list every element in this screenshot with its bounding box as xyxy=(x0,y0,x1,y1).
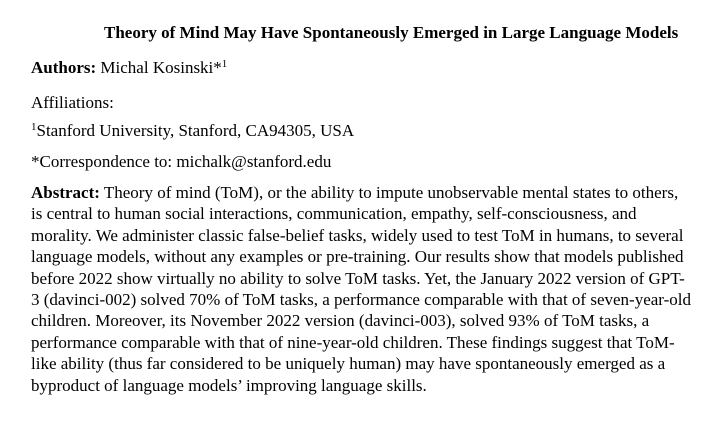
abstract-line: 3 (davinci-002) solved 70% of ToM tasks, a performance comparable with that of seven-year-old xyxy=(31,290,691,310)
affiliation-marker: 1 xyxy=(31,121,37,133)
paper-title: Theory of Mind May Have Spontaneously Emerged in Large Language Models xyxy=(104,23,679,42)
abstract-line xyxy=(31,182,699,203)
abstract-line: byproduct of language models’ improving language skills. xyxy=(31,375,427,395)
correspondence-line: *Correspondence to: michalk@stanford.edu xyxy=(31,152,332,171)
abstract-label: Abstract: xyxy=(31,183,100,202)
author-affiliation-marker: 1 xyxy=(221,58,228,70)
abstract-text: Theory of mind (ToM), or the ability to impute unobservable mental states to others, xyxy=(99,183,679,202)
abstract-line: before 2022 show virtually no ability to solve ToM tasks. Yet, the January 2022 version of GPT- xyxy=(31,268,685,288)
affiliations-label: Affiliations: xyxy=(31,93,114,112)
affiliation-line xyxy=(31,120,354,142)
abstract-line: morality. We administer classic false-belief tasks, widely used to test ToM in humans, to several xyxy=(31,225,684,245)
abstract-line: language models, without any examples or pre-training. Our results show that models published xyxy=(31,247,684,267)
abstract xyxy=(31,182,699,396)
abstract-line: performance comparable with that of nine-year-old children. These findings suggest that ToM- xyxy=(31,332,675,352)
authors-label: Authors: xyxy=(31,58,97,77)
author-name: Michal Kosinski* xyxy=(100,58,222,77)
abstract-line: like ability (thus far considered to be uniquely human) may have spontaneously emerged as a xyxy=(31,354,666,374)
authors-line xyxy=(31,57,227,79)
abstract-line: is central to human social interactions, communication, empathy, self-consciousness, and xyxy=(31,204,637,224)
affiliation-text: Stanford University, Stanford, CA94305, USA xyxy=(36,121,355,140)
abstract-line: children. Moreover, its November 2022 version (davinci-003), solved 93% of ToM tasks, a xyxy=(31,311,650,331)
